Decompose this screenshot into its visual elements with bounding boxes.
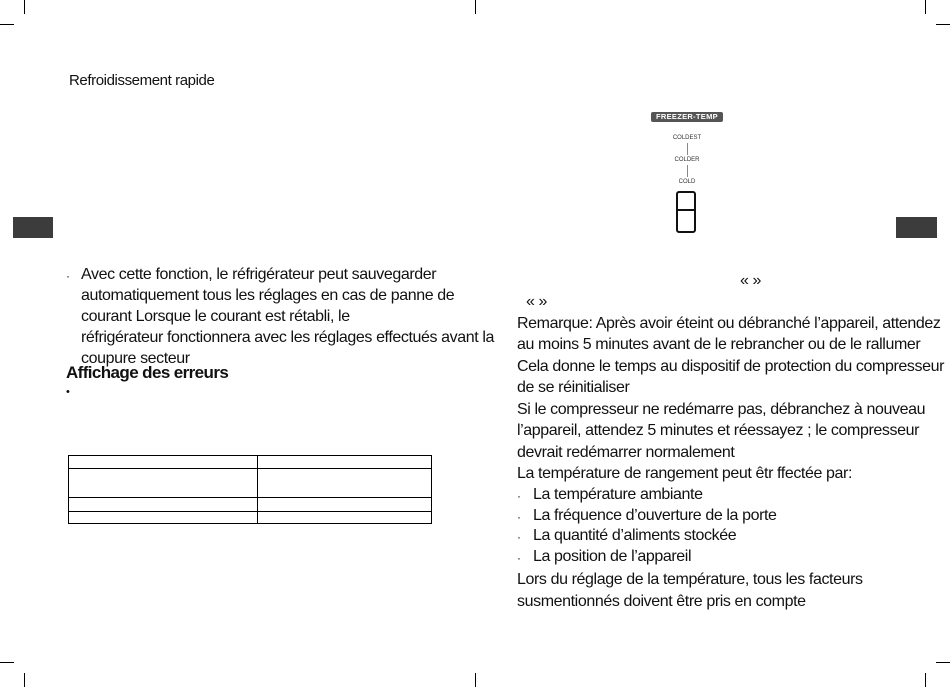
crop-mark: [0, 662, 14, 663]
crop-mark: [0, 24, 14, 25]
memory-line: automatiquement tous les réglages en cas de panne de: [81, 287, 455, 304]
paragraph-line: devrait redémarrer normalement: [517, 444, 735, 461]
memory-line: courant Lorsque le courant est rétabli, le: [81, 308, 350, 325]
quote-marks-2: « »: [526, 293, 548, 310]
memory-line: Avec cette fonction, le réfrigérateur peut sauvegarder: [81, 266, 437, 283]
paragraph-line: susmentionnés doivent être pris en compte: [517, 593, 806, 610]
list-item: La quantité d’aliments stockée: [533, 527, 737, 544]
bullet-dot: ·: [517, 530, 521, 544]
crop-mark: [925, 0, 926, 14]
crop-mark: [925, 673, 926, 687]
paragraph-line: Remarque: Après avoir éteint ou débranché l’appareil, attendez: [517, 315, 941, 332]
table-cell: [69, 512, 258, 524]
quote-marks-1: « »: [740, 272, 762, 289]
table-row: [69, 469, 432, 498]
table-row: [69, 498, 432, 512]
page-tab-left: [13, 217, 53, 238]
paragraph-line: Cela donne le temps au dispositif de protection du compresseur: [517, 358, 945, 375]
table-row: [69, 456, 432, 469]
level-connector: [687, 143, 688, 155]
bullet-dot: ·: [517, 551, 521, 565]
errors-bullet: •: [66, 386, 70, 398]
table-cell: [69, 498, 258, 512]
table-cell: [258, 469, 432, 498]
paragraph-line: La température de rangement peut êtr ffectée par:: [517, 465, 852, 482]
bullet-dot: ·: [517, 489, 521, 503]
crop-mark: [936, 24, 950, 25]
crop-mark: [24, 673, 25, 687]
crop-mark: [475, 673, 476, 687]
paragraph-line: Si le compresseur ne redémarre pas, débranchez à nouveau: [517, 401, 926, 418]
level-colder: COLDER: [674, 157, 700, 163]
crop-mark: [936, 662, 950, 663]
bullet-dot: ·: [517, 510, 521, 524]
table-cell: [258, 498, 432, 512]
level-connector: [687, 165, 688, 177]
list-item: La fréquence d’ouverture de la porte: [533, 507, 777, 524]
section-title: Refroidissement rapide: [69, 72, 215, 89]
level-cold: COLD: [678, 179, 696, 185]
crop-mark: [475, 0, 476, 14]
memory-line: coupure secteur: [81, 350, 190, 367]
table-cell: [69, 456, 258, 469]
crop-mark: [24, 0, 25, 14]
paragraph-line: l’appareil, attendez 5 minutes et réessayez ; le compresseur: [517, 422, 919, 439]
page-tab-right: [896, 217, 937, 238]
memory-line: réfrigérateur fonctionnera avec les réglages effectués avant la: [81, 329, 494, 346]
error-table: [68, 455, 432, 524]
table-cell: [258, 512, 432, 524]
paragraph-line: au moins 5 minutes avant de le rebrancher ou de le rallumer: [517, 336, 921, 353]
paragraph-line: Lors du réglage de la température, tous les facteurs: [517, 571, 863, 588]
freezer-temp-badge: FREEZER-TEMP: [651, 112, 723, 122]
table-cell: [258, 456, 432, 469]
bullet-dot: ·: [66, 269, 70, 283]
table-cell: [69, 469, 258, 498]
list-item: La position de l’appareil: [533, 548, 692, 565]
paragraph-line: de se réinitialiser: [517, 379, 630, 396]
table-row: [69, 512, 432, 524]
level-coldest: COLDEST: [672, 135, 702, 141]
errors-heading: Affichage des erreurs: [66, 363, 229, 382]
fridge-icon: [676, 191, 696, 233]
list-item: La température ambiante: [533, 486, 703, 503]
